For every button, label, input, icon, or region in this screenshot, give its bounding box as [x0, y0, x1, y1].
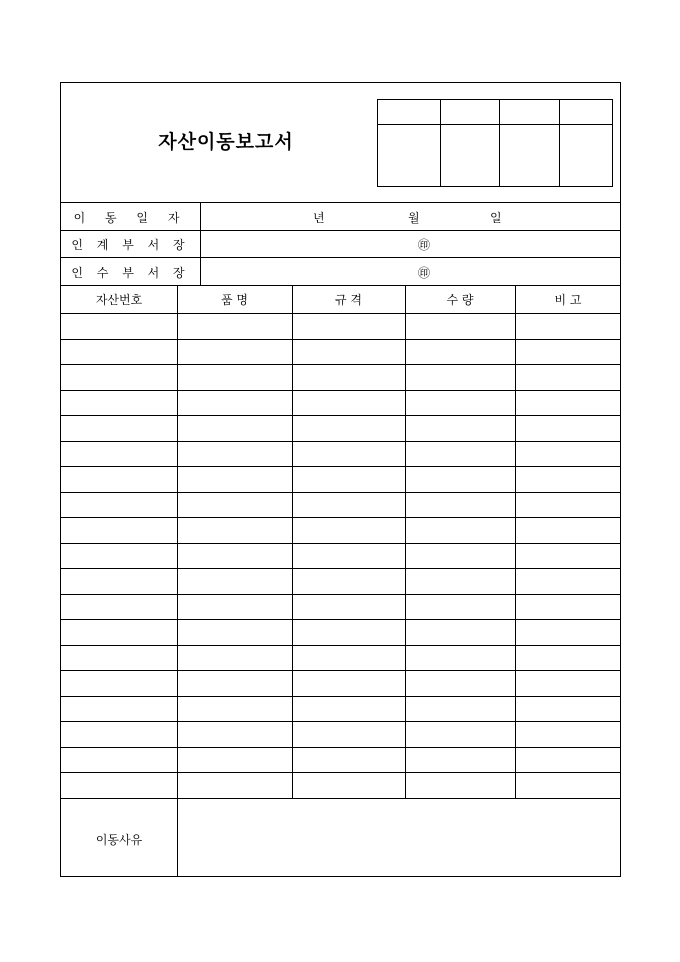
- col-header-remarks: 비 고: [554, 293, 582, 307]
- row-divider: [61, 230, 620, 231]
- col-header-item-name: 품 명: [221, 293, 248, 307]
- col-divider: [177, 285, 178, 877]
- table-row: [61, 339, 620, 340]
- handover-dept-head-label: 인 계 부 서 장: [71, 238, 190, 252]
- table-row: [61, 568, 620, 569]
- table-row: [61, 364, 620, 365]
- table-row: [61, 721, 620, 722]
- month-label: 월: [408, 211, 420, 225]
- table-row: [61, 594, 620, 595]
- document-title: 자산이동보고서: [158, 131, 294, 153]
- table-row: [61, 772, 620, 773]
- row-divider: [61, 257, 620, 258]
- table-row: [61, 390, 620, 391]
- transfer-reason-field[interactable]: [178, 799, 620, 876]
- col-header-spec: 규 격: [335, 293, 362, 307]
- approval-divider: [440, 100, 441, 186]
- row-divider: [61, 285, 620, 286]
- row-divider: [61, 313, 620, 314]
- table-row: [61, 492, 620, 493]
- approval-divider: [499, 100, 500, 186]
- asset-transfer-form: [60, 82, 621, 877]
- approval-box: [377, 99, 613, 187]
- seal-icon: ㊞: [418, 238, 431, 252]
- table-row: [61, 696, 620, 697]
- table-row: [61, 619, 620, 620]
- table-row: [61, 517, 620, 518]
- table-row: [61, 415, 620, 416]
- table-row: [61, 670, 620, 671]
- approval-header-divider: [378, 124, 612, 125]
- col-header-asset-number: 자산번호: [95, 293, 143, 307]
- row-divider: [61, 202, 620, 203]
- table-row: [61, 466, 620, 467]
- year-label: 년: [313, 211, 325, 225]
- table-row: [61, 747, 620, 748]
- table-row: [61, 645, 620, 646]
- day-label: 일: [490, 211, 502, 225]
- col-header-quantity: 수 량: [446, 293, 474, 307]
- transfer-date-label: 이 동 일 자: [73, 211, 188, 225]
- info-divider: [200, 202, 201, 285]
- seal-icon: ㊞: [418, 266, 431, 280]
- table-row: [61, 543, 620, 544]
- approval-divider: [559, 100, 560, 186]
- receiving-dept-head-label: 인 수 부 서 장: [71, 266, 190, 280]
- transfer-reason-label: 이동사유: [95, 833, 143, 847]
- table-row: [61, 441, 620, 442]
